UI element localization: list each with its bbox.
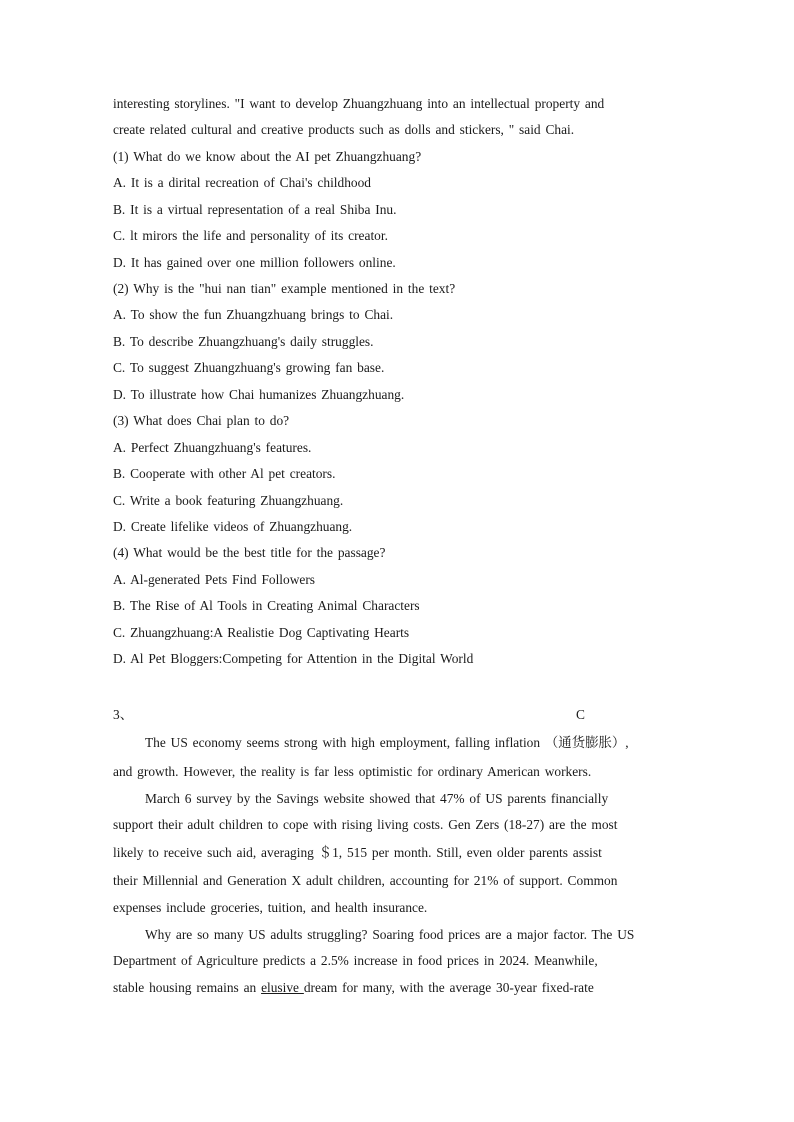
line-text-before: stable housing remains an: [113, 980, 262, 995]
question-2-option-b: B. To describe Zhuangzhuang's daily struggles.: [113, 334, 374, 349]
passage-b-line: create related cultural and creative products such as dolls and stickers, " said Chai.: [113, 122, 575, 137]
question-1-option-d: D. It has gained over one million followers online.: [113, 255, 396, 270]
question-2-stem: (2) Why is the "hui nan tian" example mentioned in the text?: [113, 281, 456, 296]
question-3-option-b: B. Cooperate with other Al pet creators.: [113, 466, 336, 481]
underlined-word: elusive: [261, 980, 304, 995]
question-3-option-a: A. Perfect Zhuangzhuang's features.: [113, 440, 312, 455]
question-4-option-c: C. Zhuangzhuang:A Realistie Dog Captivating Hearts: [113, 625, 410, 640]
section-number: 3、: [113, 707, 134, 722]
line-text-after: dream for many, with the average 30-year fixed-rate: [303, 980, 594, 995]
passage-c-paragraph-2-line: likely to receive such aid, averaging ＄1, 515 per month. Still, even older parents assist: [113, 845, 602, 860]
passage-c-paragraph-3-line: [113, 979, 594, 997]
passage-c-paragraph-2-line: March 6 survey by the Savings website showed that 47% of US parents financially: [145, 791, 609, 806]
passage-c-paragraph-2-line: support their adult children to cope with rising living costs. Gen Zers (18-27) are the most: [113, 817, 618, 832]
passage-c-paragraph-2-line: expenses include groceries, tuition, and health insurance.: [113, 900, 428, 915]
question-2-option-d: D. To illustrate how Chai humanizes Zhuangzhuang.: [113, 387, 405, 402]
question-1-stem: (1) What do we know about the AI pet Zhuangzhuang?: [113, 149, 422, 164]
question-1-option-c: C. lt mirors the life and personality of its creator.: [113, 228, 388, 243]
question-4-option-b: B. The Rise of Al Tools in Creating Animal Characters: [113, 598, 420, 613]
question-4-option-a: A. Al-generated Pets Find Followers: [113, 572, 316, 587]
passage-c-paragraph-3-line: Why are so many US adults struggling? Soaring food prices are a major factor. The US: [145, 927, 635, 942]
question-2-option-a: A. To show the fun Zhuangzhuang brings to Chai.: [113, 307, 394, 322]
question-3-option-c: C. Write a book featuring Zhuangzhuang.: [113, 493, 344, 508]
passage-c-paragraph-2-line: their Millennial and Generation X adult children, accounting for 21% of support. Common: [113, 873, 618, 888]
passage-c-paragraph-3-line: Department of Agriculture predicts a 2.5% increase in food prices in 2024. Meanwhile,: [113, 953, 598, 968]
passage-b-line: interesting storylines. "I want to develop Zhuangzhuang into an intellectual property and: [113, 96, 605, 111]
question-3-stem: (3) What does Chai plan to do?: [113, 413, 290, 428]
question-1-option-b: B. It is a virtual representation of a real Shiba Inu.: [113, 202, 397, 217]
passage-c-paragraph-1-line: The US economy seems strong with high employment, falling inflation （通货膨胀）,: [145, 735, 629, 750]
question-3-option-d: D. Create lifelike videos of Zhuangzhuang.: [113, 519, 353, 534]
question-2-option-c: C. To suggest Zhuangzhuang's growing fan base.: [113, 360, 385, 375]
section-letter: C: [576, 707, 585, 722]
question-4-stem: (4) What would be the best title for the passage?: [113, 545, 386, 560]
passage-c-paragraph-1-line: and growth. However, the reality is far less optimistic for ordinary American workers.: [113, 764, 592, 779]
question-1-option-a: A. It is a dirital recreation of Chai's childhood: [113, 175, 371, 190]
question-4-option-d: D. Al Pet Bloggers:Competing for Attention in the Digital World: [113, 651, 474, 666]
